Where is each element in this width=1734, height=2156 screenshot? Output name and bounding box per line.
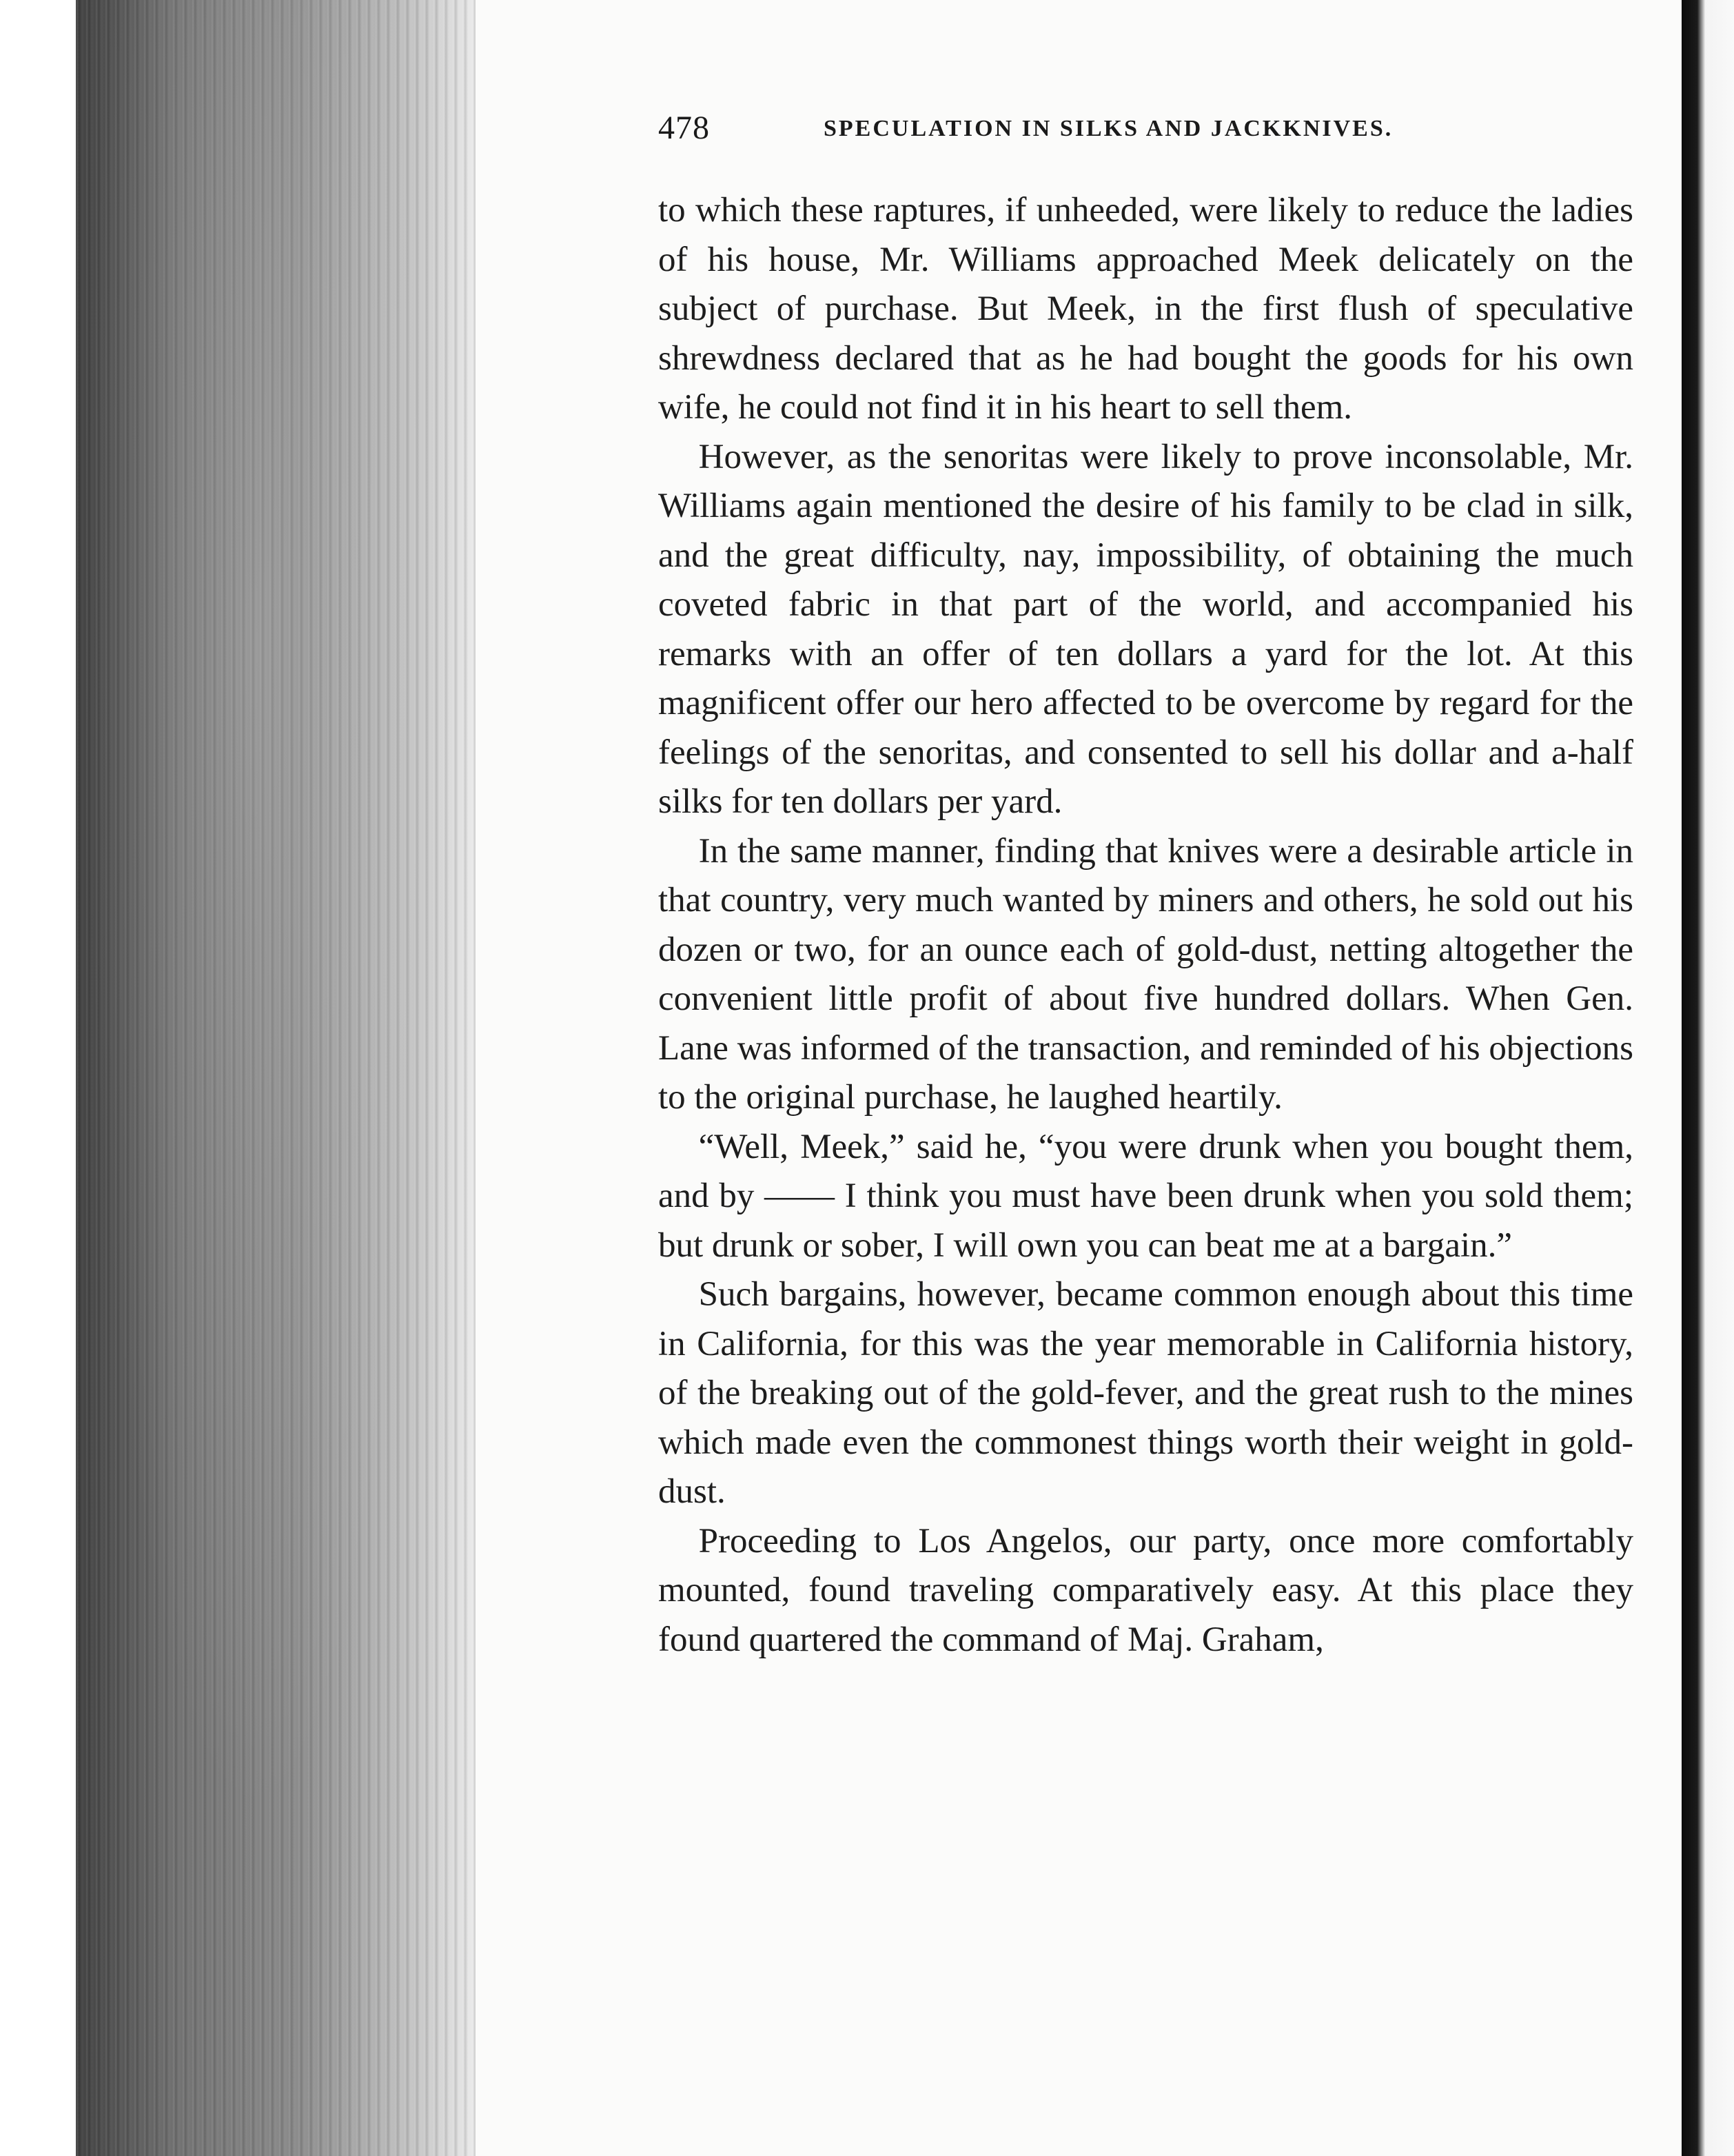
page-header <box>658 109 1644 157</box>
paragraph-4: “Well, Meek,” said he, “you were drunk when you bought them, and by —— I think you must have been drunk when you sold them; but drunk or sober, I will own you can beat me at a bargain.” <box>658 1127 1633 1265</box>
paragraph-6: Proceeding to Los Angelos, our party, once more comfortably mounted, found traveling comparatively easy. At this place they found quartered the command of Maj. Graham, <box>658 1521 1633 1659</box>
book-page-edge <box>76 0 476 2156</box>
page-body <box>658 186 1633 1665</box>
page-number: 478 <box>658 110 710 146</box>
next-page-edge <box>1682 0 1734 2156</box>
running-title: SPECULATION IN SILKS AND JACKKNIVES. <box>824 116 1394 141</box>
paragraph-3: In the same manner, finding that knives were a desirable article in that country, very much wanted by miners and others, he sold out his dozen or two, for an ounce each of gold-dust, netting altogether the convenient little profit of about five hundred dollars. When Gen. Lane was informed of the transaction, and reminded of his objections to the original purchase, he laughed heartily. <box>658 831 1633 1117</box>
paragraph-2: However, as the senoritas were likely to prove inconsolable, Mr. Williams again mentioned the desire of his family to be clad in silk, and the great difficulty, nay, impossibility, of obtaining the much coveted fabric in that part of the world, and accompanied his remarks with an offer of ten dollars a yard for the lot. At this magnificent offer our hero affected to be overcome by regard for the feelings of the senoritas, and consented to sell his dollar and a-half silks for ten dollars per yard. <box>658 437 1633 821</box>
paragraph-1: to which these raptures, if unheeded, were likely to reduce the ladies of his house, Mr. Williams approached Meek delicately on the subject of purchase. But Meek, in the first flush of speculative shrewdness declared that as he had bought the goods for his own wife, he could not find it in his heart to sell them. <box>658 191 1633 427</box>
paragraph-5: Such bargains, however, became common enough about this time in California, for this was the year memorable in California history, of the breaking out of the gold-fever, and the great rush to the mines which made even the commonest things worth their weight in gold-dust. <box>658 1275 1633 1511</box>
